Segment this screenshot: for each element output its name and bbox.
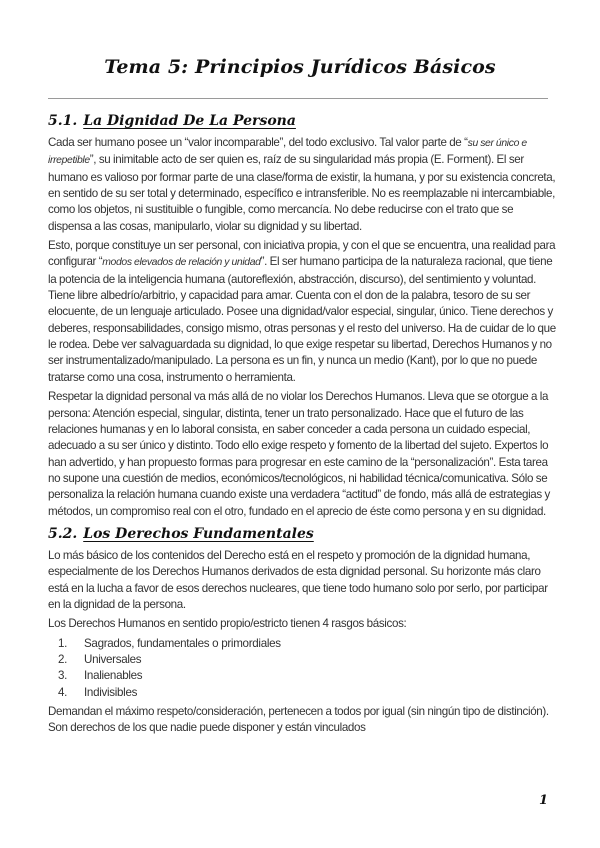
page-number: 1 <box>538 793 548 808</box>
section-heading-5-2 <box>48 523 556 545</box>
section-title: Los Derechos Fundamentales <box>83 525 314 542</box>
italic-quote: su ser único e irrepetible <box>48 138 527 167</box>
text-run: ”, su inimitable acto de ser quien es, raíz de su singularidad más propia (E. Forment). El ser humano es valioso por formar parte de una clase/forma de existir, la humana, y por su existencia concreta, en sentido de su ser total y determinado, específico e intransferible. No es reemplazable ni intercambiable, como los objetos, ni sustituible o fungible, como mercancía. No debe reducirse con el trato que se dispensa a las cosas, manipularlo, violar su dignidad y su libertad. <box>48 153 556 233</box>
list-item: 3. Inalienables <box>70 668 556 684</box>
paragraph: Demandan el máximo respeto/consideración, pertenecen a todos por igual (sin ningún tipo de distinción). Son derechos de los que nadie puede disponer y están vinculados <box>48 705 549 735</box>
title-divider <box>48 98 548 99</box>
list-item: 4. Indivisibles <box>70 685 556 701</box>
paragraph: Los Derechos Humanos en sentido propio/estricto tienen 4 rasgos básicos: <box>48 617 407 631</box>
paragraph: Respetar la dignidad personal va más allá de no violar los Derechos Humanos. Lleva que se otorgue a la persona: Atención especial, singular, distinta, tener un trato personalizado. Hace que el futuro de las relaciones humanas y en lo laboral consista, en saber conceder a cada persona un cuidado especial, adecuado a su ser único y distinto. Todo ello exige respeto y fomento de la libertad del sujeto. Expertos lo han advertido, y han propuesto formas para progresar en este camino de la “personalización”. Esta tarea no supone una cuestión de medios, económicos/tecnológicos, ni habilidad técnica/comunicativa. Sólo se personaliza la relación humana cuando existe una verdadera “actitud” de fondo, más allá de estrategias y métodos, un compromiso real con el otro, fundado en el aprecio de éste como persona y en su dignidad. <box>48 390 550 518</box>
italic-quote: modos elevados de relación y unidad <box>102 257 261 269</box>
document-body <box>48 110 556 740</box>
text-run: ”. El ser humano participa de la naturaleza racional, que tiene la potencia de la inteligencia humana (autoreflexión, abstracción, discurso), del sentimiento y voluntad. Tiene libre albedrío/arbitrio, y capacidad para amar. Cuenta con el don de la palabra, tesoro de su ser elocuente, de un lenguaje articulado. Posee una dignidad/valor especial, singular, único. Tiene derechos y deberes, responsabilidades, consigo mismo, otras personas y el resto del universo. Ha de cuidar de lo que le rodea. Debe ver salvaguardada su dignidad, lo que exige respetar su libertad, Derechos Humanos y no ser instrumentalizado/manipulado. La persona es un fin, y nunca un medio (Kant), por lo que no puede tratarse como una cosa, instrumento o herramienta. <box>48 255 556 384</box>
paragraph <box>48 238 556 386</box>
section-heading-5-1 <box>48 110 556 132</box>
section-number: 5.2. <box>48 525 78 542</box>
text-run: Esto, porque constituye un ser personal, con iniciativa propia, y con el que se encuentra, una realidad para configurar “ <box>48 239 556 269</box>
list-item: 1. Sagrados, fundamentales o primordiales <box>70 636 556 652</box>
paragraph: Lo más básico de los contenidos del Derecho está en el respeto y promoción de la dignidad humana, especialmente de los Derechos Humanos derivados de esta dignidad personal. Su horizonte más claro está en la lucha a favor de esos derechos nucleares, que tiene todo humano solo por serlo, por participar en la dignidad de la persona. <box>48 548 548 611</box>
page-title: Tema 5: Principios Jurídicos Básicos <box>104 56 496 78</box>
text-run: Cada ser humano posee un “valor incomparable”, del todo exclusivo. Tal valor parte de “ <box>48 136 468 149</box>
rights-traits-list <box>48 636 556 701</box>
paragraph <box>48 135 556 235</box>
list-item: 2. Universales <box>70 652 556 668</box>
section-number: 5.1. <box>48 113 78 129</box>
section-title: La Dignidad De La Persona <box>83 113 296 129</box>
